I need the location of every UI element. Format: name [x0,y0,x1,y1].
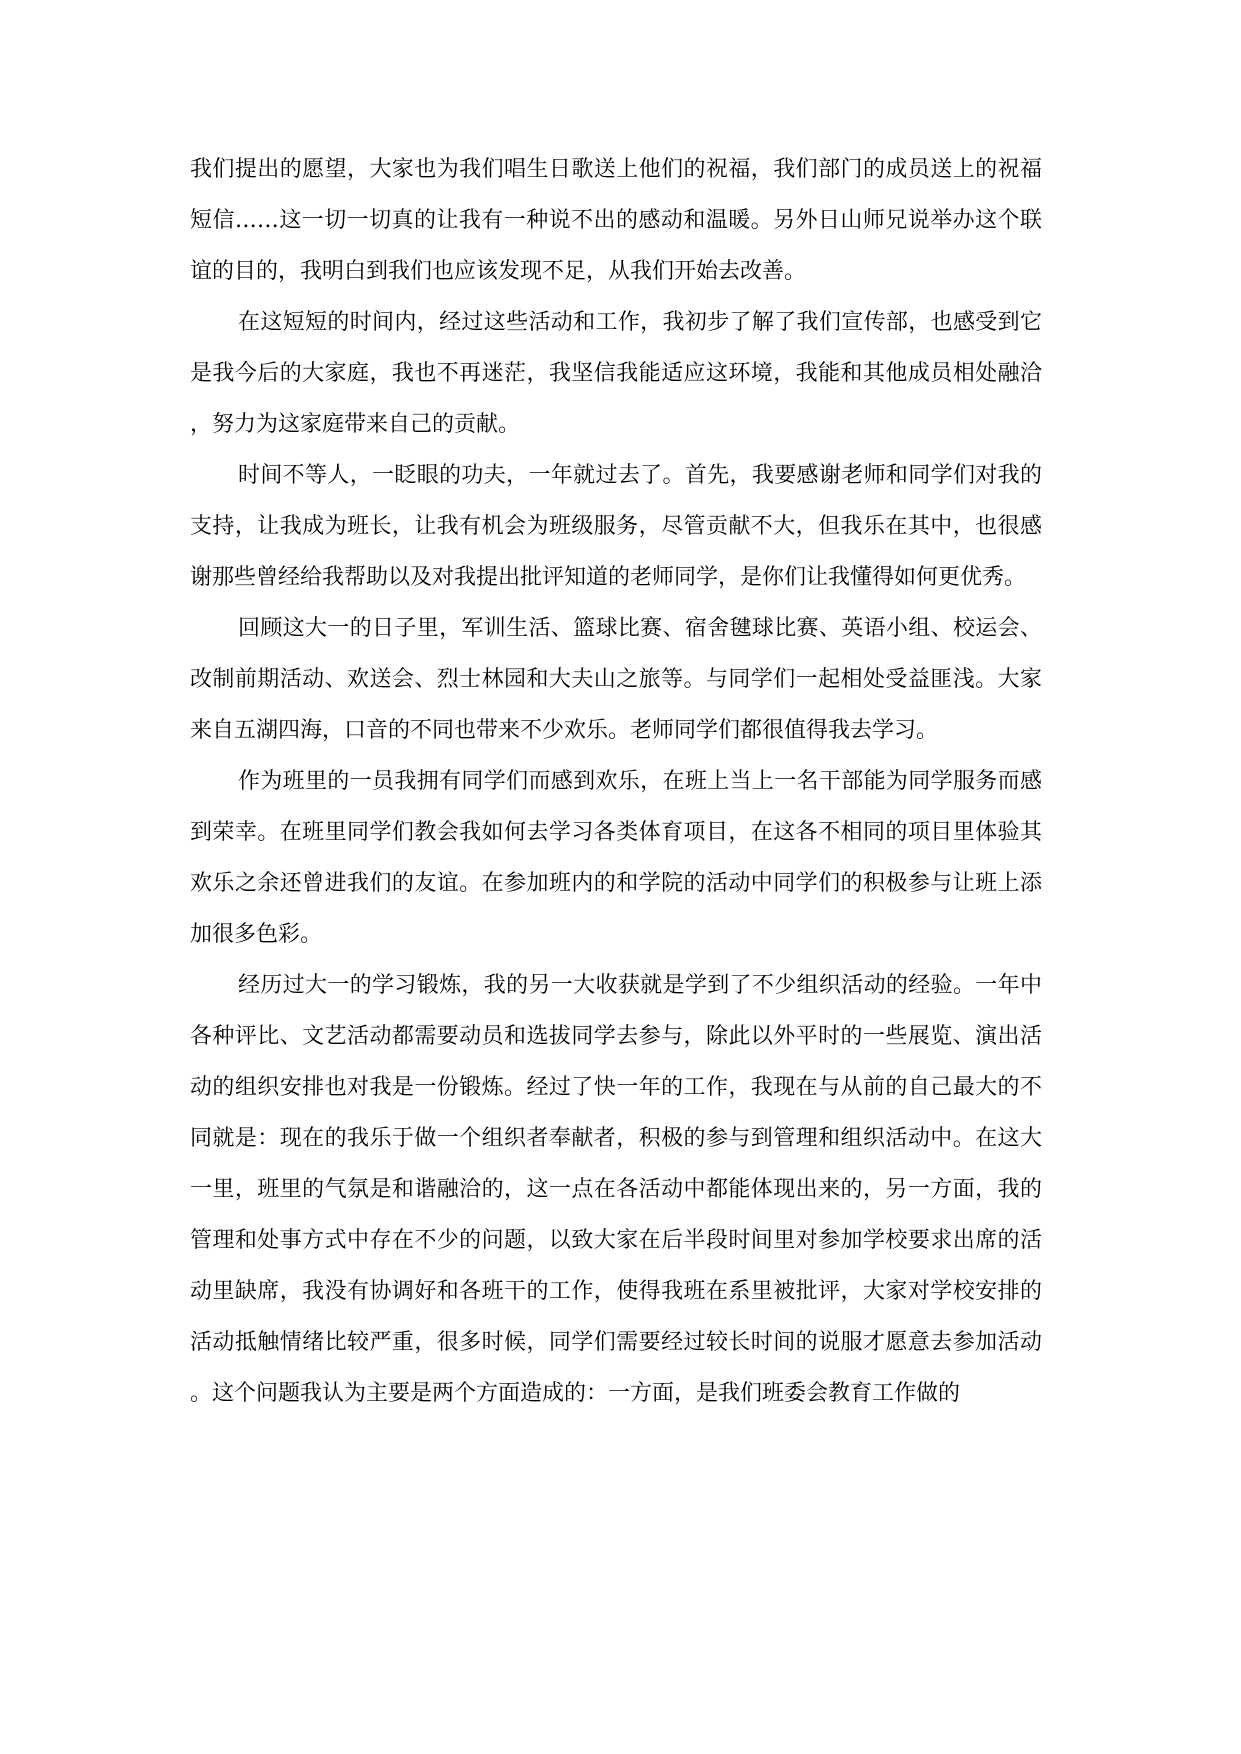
paragraph-1: 我们提出的愿望，大家也为我们唱生日歌送上他们的祝福，我们部门的成员送上的祝福短信……这一切一切真的让我有一种说不出的感动和温暖。另外日山师兄说举办这个联谊的目的，我明白到我们也应该发现不足，从我们开始去改善。 [190,157,1042,284]
paragraph-3: 时间不等人，一眨眼的功夫，一年就过去了。首先，我要感谢老师和同学们对我的支持，让我成为班长，让我有机会为班级服务，尽管贡献不大，但我乐在其中，也很感谢那些曾经给我帮助以及对我提出批评知道的老师同学，是你们让我懂得如何更优秀。 [190,463,1042,590]
paragraph-5: 作为班里的一员我拥有同学们而感到欢乐，在班上当上一名干部能为同学服务而感到荣幸。在班里同学们教会我如何去学习各类体育项目，在这各不相同的项目里体验其欢乐之余还曾进我们的友谊。在参加班内的和学院的活动中同学们的积极参与让班上添加很多色彩。 [190,769,1042,947]
paragraph-4: 回顾这大一的日子里，军训生活、篮球比赛、宿舍毽球比赛、英语小组、校运会、改制前期活动、欢送会、烈士林园和大夫山之旅等。与同学们一起相处受益匪浅。大家来自五湖四海，口音的不同也带来不少欢乐。老师同学们都很值得我去学习。 [190,616,1042,743]
paragraph-6: 经历过大一的学习锻炼，我的另一大收获就是学到了不少组织活动的经验。一年中各种评比、文艺活动都需要动员和选拔同学去参与，除此以外平时的一些展览、演出活动的组织安排也对我是一份锻炼。经过了快一年的工作，我现在与从前的自己最大的不同就是：现在的我乐于做一个组织者奉献者，积极的参与到管理和组织活动中。在这大一里，班里的气氛是和谐融洽的，这一点在各活动中都能体现出来的，另一方面，我的管理和处事方式中存在不少的问题，以致大家在后半段时间里对参加学校要求出席的活动里缺席，我没有协调好和各班干的工作，使得我班在系里被批评，大家对学校安排的活动抵触情绪比较严重，很多时候，同学们需要经过较长时间的说服才愿意去参加活动。这个问题我认为主要是两个方面造成的：一方面，是我们班委会教育工作做的 [190,973,1042,1406]
paragraph-2: 在这短短的时间内，经过这些活动和工作，我初步了解了我们宣传部，也感受到它是我今后的大家庭，我也不再迷茫，我坚信我能适应这环境，我能和其他成员相处融洽，努力为这家庭带来自己的贡献。 [190,310,1042,437]
document-page [190,144,1042,1419]
